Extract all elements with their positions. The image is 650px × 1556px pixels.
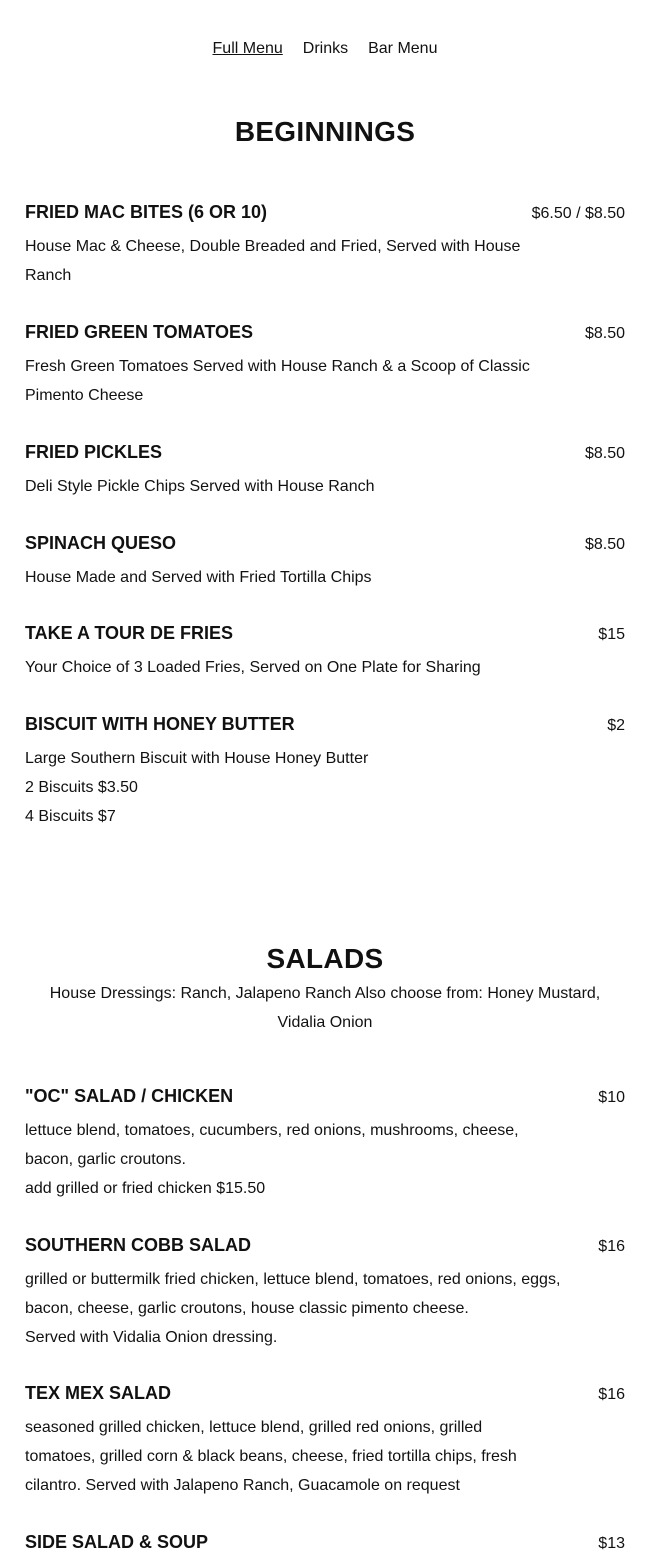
item-description — [25, 472, 555, 501]
item-description-line: 4 Biscuits $7 — [25, 808, 116, 825]
item-name: BISCUIT WITH HONEY BUTTER — [25, 714, 295, 734]
item-price: $8.50 — [584, 325, 625, 342]
item-name: FRIED GREEN TOMATOES — [25, 322, 254, 342]
menu-item — [25, 202, 625, 290]
item-name: SOUTHERN COBB SALAD — [25, 1235, 252, 1255]
item-description — [25, 1116, 555, 1203]
item-description — [25, 744, 555, 831]
item-description-line: House Mac & Cheese, Double Breaded and Fried, Served with House Ranch — [25, 238, 521, 284]
item-description-line: Large Southern Biscuit with House Honey Butter — [25, 750, 369, 767]
menu-item — [25, 1383, 625, 1500]
section-title-beginnings: BEGINNINGS — [234, 116, 416, 147]
item-description-line: Fresh Green Tomatoes Served with House Ranch & a Scoop of Classic Pimento Cheese — [25, 358, 530, 404]
item-price: $8.50 — [584, 536, 625, 553]
item-description-line: add grilled or fried chicken $15.50 — [25, 1180, 266, 1197]
menu-item — [25, 1532, 625, 1556]
item-price: $16 — [598, 1238, 625, 1255]
item-description — [25, 1265, 565, 1352]
nav-drinks-link[interactable]: Drinks — [302, 40, 349, 57]
nav-bar-menu-link[interactable]: Bar Menu — [368, 40, 438, 57]
item-name: FRIED MAC BITES (6 OR 10) — [25, 202, 268, 222]
item-price: $6.50 / $8.50 — [531, 205, 625, 222]
nav-full-menu-link[interactable]: Full Menu — [212, 40, 283, 57]
item-description-line: House Made and Served with Fried Tortilla Chips — [25, 569, 372, 586]
item-price: $10 — [598, 1089, 625, 1106]
menu-nav — [0, 40, 650, 58]
item-name: FRIED PICKLES — [25, 442, 163, 462]
item-price: $15 — [598, 626, 625, 643]
section-title-salads: SALADS — [266, 943, 384, 974]
item-name: SIDE SALAD & SOUP — [25, 1532, 209, 1552]
menu-item — [25, 322, 625, 410]
menu-item — [25, 1086, 625, 1203]
item-name: TAKE A TOUR DE FRIES — [25, 623, 234, 643]
item-description — [25, 563, 555, 592]
item-description — [25, 352, 555, 410]
item-description-line: Your Choice of 3 Loaded Fries, Served on One Plate for Sharing — [25, 659, 481, 676]
item-description-line: grilled or buttermilk fried chicken, lettuce blend, tomatoes, red onions, eggs, bacon, cheese, garlic croutons, house classic pimento cheese. — [25, 1271, 561, 1317]
item-description-line: seasoned grilled chicken, lettuce blend, grilled red onions, grilled tomatoes, grilled corn & black beans, cheese, fried tortilla chips, fresh cilantro. Served with Jalapeno Ranch, Guacamole on request — [25, 1419, 517, 1494]
menu-item — [25, 533, 625, 592]
menu-item — [25, 1235, 625, 1352]
menu-item — [25, 623, 625, 682]
item-description — [25, 653, 555, 682]
item-description-line: Deli Style Pickle Chips Served with House Ranch — [25, 478, 375, 495]
item-name: SPINACH QUESO — [25, 533, 177, 553]
item-price: $2 — [607, 717, 625, 734]
item-description-line: Served with Vidalia Onion dressing. — [25, 1329, 278, 1346]
menu-item — [25, 714, 625, 831]
item-description — [25, 1413, 555, 1500]
item-price: $8.50 — [584, 445, 625, 462]
item-name: TEX MEX SALAD — [25, 1383, 172, 1403]
item-description-line: 2 Biscuits $3.50 — [25, 779, 138, 796]
item-name: "OC" SALAD / CHICKEN — [25, 1086, 234, 1106]
item-price: $16 — [598, 1386, 625, 1403]
dressing-note: House Dressings: Ranch, Jalapeno Ranch Also choose from: Honey Mustard, Vidalia Onion — [49, 985, 601, 1031]
item-price: $13 — [598, 1535, 625, 1552]
menu-item — [25, 442, 625, 501]
item-description-line: lettuce blend, tomatoes, cucumbers, red onions, mushrooms, cheese, bacon, garlic croutons. — [25, 1122, 519, 1168]
item-description — [25, 232, 555, 290]
